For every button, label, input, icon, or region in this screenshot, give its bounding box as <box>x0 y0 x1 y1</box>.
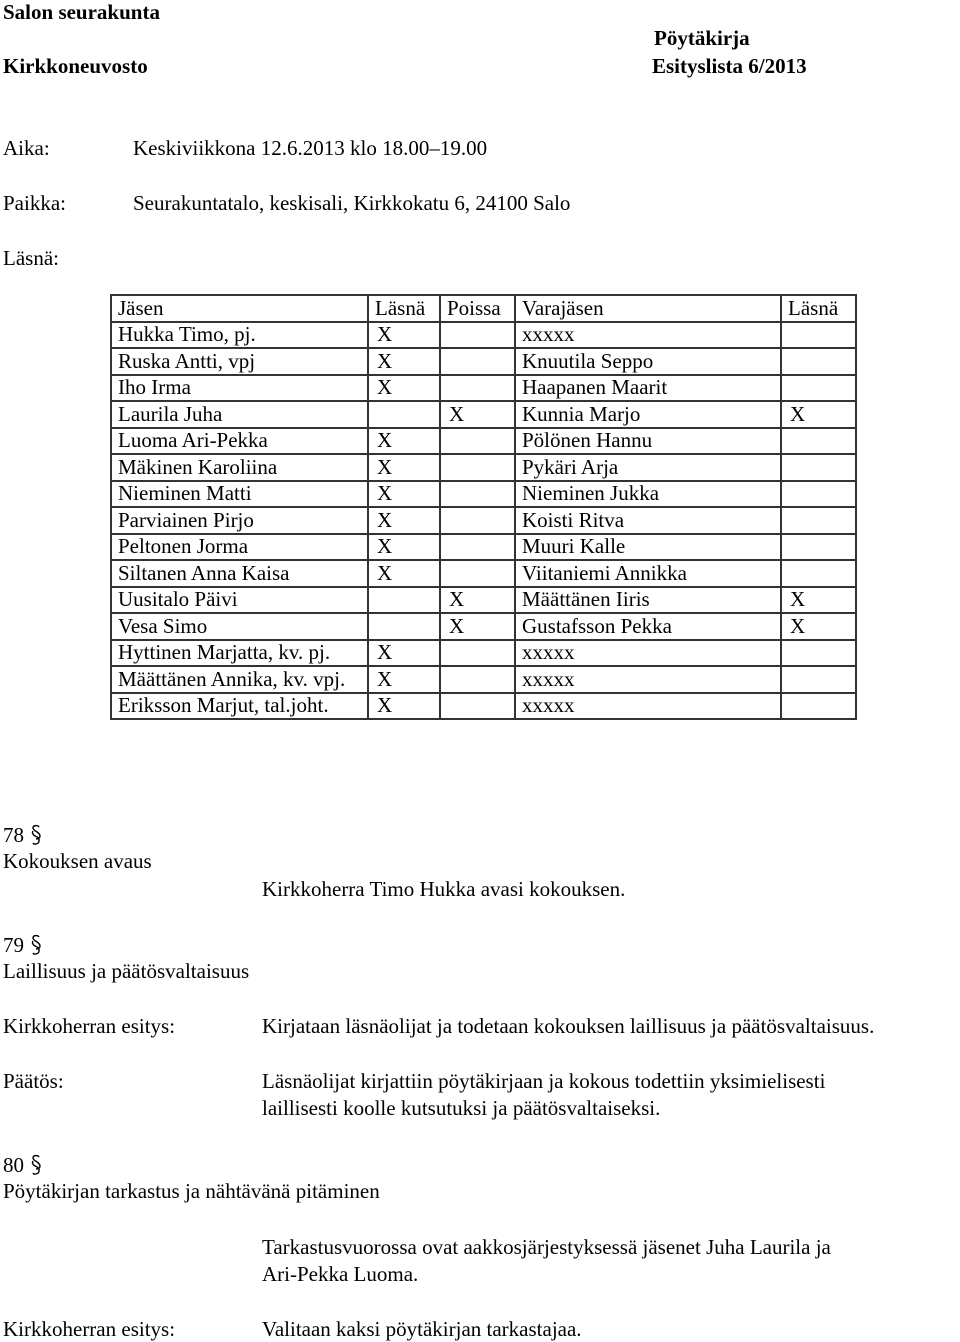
col-header-absent: Poissa <box>440 295 515 322</box>
present-cell: X <box>368 693 440 720</box>
substitute-present-cell <box>781 428 856 455</box>
present-cell: X <box>368 560 440 587</box>
section-80-proposal-label: Kirkkoherran esitys: <box>3 1317 176 1341</box>
absent-cell <box>440 560 515 587</box>
substitute-cell: Haapanen Maarit <box>515 375 781 402</box>
absent-cell <box>440 640 515 667</box>
substitute-present-cell <box>781 693 856 720</box>
substitute-present-cell <box>781 348 856 375</box>
section-number: 79 <box>3 933 24 957</box>
substitute-present-cell: X <box>781 401 856 428</box>
member-cell: Eriksson Marjut, tal.joht. <box>111 693 368 720</box>
present-cell <box>368 401 440 428</box>
absent-cell <box>440 534 515 561</box>
table-row <box>111 560 856 587</box>
present-cell: X <box>368 348 440 375</box>
member-cell: Hyttinen Marjatta, kv. pj. <box>111 640 368 667</box>
table-row <box>111 534 856 561</box>
substitute-present-cell <box>781 534 856 561</box>
table-row <box>111 693 856 720</box>
section-number: 80 <box>3 1153 24 1177</box>
section-number: 78 <box>3 823 24 847</box>
table-row <box>111 401 856 428</box>
table-header-row <box>111 295 856 322</box>
present-cell: X <box>368 640 440 667</box>
section-80-proposal-text: Valitaan kaksi pöytäkirjan tarkastajaa. <box>262 1317 582 1341</box>
body-name: Kirkkoneuvosto <box>3 54 148 78</box>
member-cell: Hukka Timo, pj. <box>111 322 368 349</box>
substitute-cell: Viitaniemi Annikka <box>515 560 781 587</box>
member-cell: Laurila Juha <box>111 401 368 428</box>
section-79-number <box>3 934 42 956</box>
place-value: Seurakuntatalo, keskisali, Kirkkokatu 6, 24100 Salo <box>133 191 571 215</box>
col-header-substitute-present: Läsnä <box>781 295 856 322</box>
attendance-rows <box>111 322 856 720</box>
substitute-cell: xxxxx <box>515 640 781 667</box>
doc-type: Pöytäkirja <box>654 26 750 50</box>
substitute-cell: Gustafsson Pekka <box>515 613 781 640</box>
absent-cell <box>440 454 515 481</box>
substitute-cell: Muuri Kalle <box>515 534 781 561</box>
table-row <box>111 613 856 640</box>
substitute-present-cell: X <box>781 587 856 614</box>
table-row <box>111 481 856 508</box>
paragraph-section-icon <box>30 1154 42 1176</box>
col-header-present: Läsnä <box>368 295 440 322</box>
member-cell: Mäkinen Karoliina <box>111 454 368 481</box>
section-78-number <box>3 824 42 846</box>
table-row <box>111 640 856 667</box>
substitute-cell: Nieminen Jukka <box>515 481 781 508</box>
member-cell: Määttänen Annika, kv. vpj. <box>111 666 368 693</box>
absent-cell <box>440 481 515 508</box>
member-cell: Nieminen Matti <box>111 481 368 508</box>
absent-cell <box>440 507 515 534</box>
section-79-proposal-text: Kirjataan läsnäolijat ja todetaan kokouksen laillisuus ja päätösvaltaisuus. <box>262 1014 875 1038</box>
paragraph-section-icon <box>30 824 42 846</box>
table-row <box>111 428 856 455</box>
section-80-text-line1: Tarkastusvuorossa ovat aakkosjärjestyksessä jäsenet Juha Laurila ja <box>262 1235 831 1259</box>
absent-cell <box>440 666 515 693</box>
time-label: Aika: <box>3 136 50 160</box>
table-row <box>111 587 856 614</box>
section-78-text: Kirkkoherra Timo Hukka avasi kokouksen. <box>262 877 626 901</box>
substitute-present-cell <box>781 560 856 587</box>
substitute-present-cell <box>781 481 856 508</box>
present-cell: X <box>368 322 440 349</box>
absent-cell <box>440 693 515 720</box>
member-cell: Parviainen Pirjo <box>111 507 368 534</box>
section-79-decision-line2: laillisesti koolle kutsutuksi ja päätösvaltaiseksi. <box>262 1096 661 1120</box>
substitute-present-cell <box>781 640 856 667</box>
present-cell <box>368 613 440 640</box>
present-cell: X <box>368 481 440 508</box>
present-label: Läsnä: <box>3 246 59 270</box>
table-row <box>111 322 856 349</box>
section-79-decision-line1: Läsnäolijat kirjattiin pöytäkirjaan ja kokous todettiin yksimielisesti <box>262 1069 826 1093</box>
member-cell: Peltonen Jorma <box>111 534 368 561</box>
member-cell: Uusitalo Päivi <box>111 587 368 614</box>
present-cell: X <box>368 428 440 455</box>
substitute-cell: Määttänen Iiris <box>515 587 781 614</box>
substitute-present-cell <box>781 375 856 402</box>
substitute-cell: Knuutila Seppo <box>515 348 781 375</box>
section-80-title: Pöytäkirjan tarkastus ja nähtävänä pitäminen <box>3 1179 380 1203</box>
absent-cell <box>440 348 515 375</box>
agenda-label: Esityslista 6/2013 <box>652 54 807 78</box>
substitute-cell: xxxxx <box>515 666 781 693</box>
absent-cell: X <box>440 587 515 614</box>
section-80-text-line2: Ari-Pekka Luoma. <box>262 1262 419 1286</box>
present-cell: X <box>368 534 440 561</box>
member-cell: Luoma Ari-Pekka <box>111 428 368 455</box>
member-cell: Ruska Antti, vpj <box>111 348 368 375</box>
absent-cell: X <box>440 401 515 428</box>
present-cell: X <box>368 507 440 534</box>
table-row <box>111 375 856 402</box>
table-row <box>111 454 856 481</box>
present-cell: X <box>368 666 440 693</box>
substitute-present-cell: X <box>781 613 856 640</box>
section-80-number <box>3 1154 42 1176</box>
member-cell: Vesa Simo <box>111 613 368 640</box>
section-79-proposal-label: Kirkkoherran esitys: <box>3 1014 176 1038</box>
absent-cell <box>440 322 515 349</box>
absent-cell: X <box>440 613 515 640</box>
table-row <box>111 666 856 693</box>
place-label: Paikka: <box>3 191 66 215</box>
table-row <box>111 507 856 534</box>
substitute-cell: xxxxx <box>515 322 781 349</box>
section-79-decision-label: Päätös: <box>3 1069 64 1093</box>
col-header-substitute: Varajäsen <box>515 295 781 322</box>
paragraph-section-icon <box>30 934 42 956</box>
substitute-cell: Pykäri Arja <box>515 454 781 481</box>
section-78-title: Kokouksen avaus <box>3 849 152 873</box>
present-cell: X <box>368 375 440 402</box>
substitute-cell: Koisti Ritva <box>515 507 781 534</box>
substitute-present-cell <box>781 666 856 693</box>
present-cell: X <box>368 454 440 481</box>
time-value: Keskiviikkona 12.6.2013 klo 18.00–19.00 <box>133 136 488 160</box>
table-row <box>111 348 856 375</box>
substitute-present-cell <box>781 507 856 534</box>
absent-cell <box>440 428 515 455</box>
attendance-table <box>110 294 857 720</box>
member-cell: Siltanen Anna Kaisa <box>111 560 368 587</box>
absent-cell <box>440 375 515 402</box>
member-cell: Iho Irma <box>111 375 368 402</box>
substitute-cell: Kunnia Marjo <box>515 401 781 428</box>
col-header-member: Jäsen <box>111 295 368 322</box>
substitute-cell: xxxxx <box>515 693 781 720</box>
substitute-present-cell <box>781 454 856 481</box>
org-name: Salon seurakunta <box>3 0 160 24</box>
substitute-cell: Pölönen Hannu <box>515 428 781 455</box>
present-cell <box>368 587 440 614</box>
section-79-title: Laillisuus ja päätösvaltaisuus <box>3 959 250 983</box>
substitute-present-cell <box>781 322 856 349</box>
